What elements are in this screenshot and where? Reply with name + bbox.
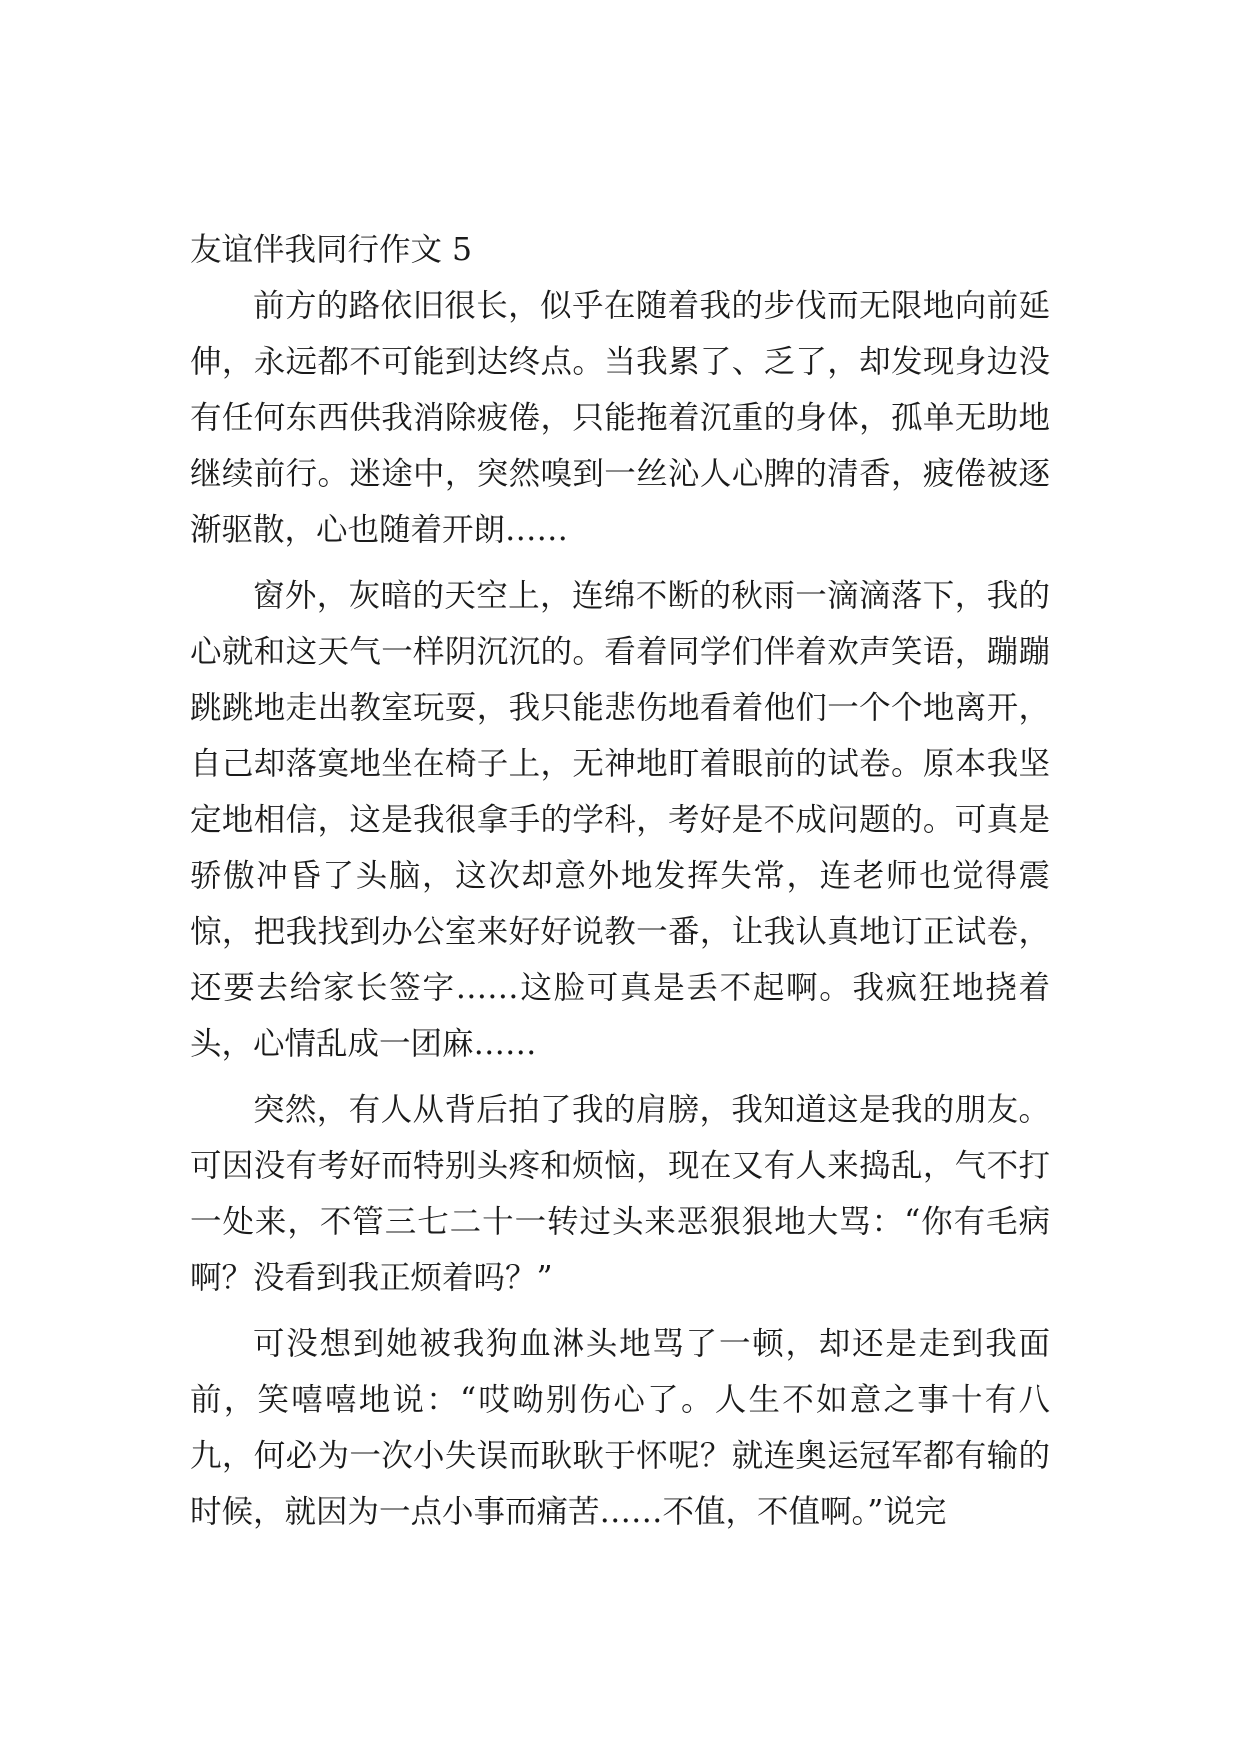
- paragraph-3: 突然，有人从背后拍了我的肩膀，我知道这是我的朋友。可因没有考好而特别头疼和烦恼，现在又有人来捣乱，气不打一处来，不管三七二十一转过头来恶狠狠地大骂：“你有毛病啊？没看到我正烦着吗？”: [190, 1092, 1050, 1296]
- paragraph-4: 可没想到她被我狗血淋头地骂了一顿，却还是走到我面前，笑嘻嘻地说：“哎呦别伤心了。人生不如意之事十有八九，何必为一次小失误而耿耿于怀呢？就连奥运冠军都有输的时候，就因为一点小事而痛苦……不值，不值啊。”说完: [190, 1326, 1050, 1530]
- paragraph-2: 窗外，灰暗的天空上，连绵不断的秋雨一滴滴落下，我的心就和这天气一样阴沉沉的。看着同学们伴着欢声笑语，蹦蹦跳跳地走出教室玩耍，我只能悲伤地看着他们一个个地离开，自己却落寞地坐在椅子上，无神地盯着眼前的试卷。原本我坚定地相信，这是我很拿手的学科，考好是不成问题的。可真是骄傲冲昏了头脑，这次却意外地发挥失常，连老师也觉得震惊，把我找到办公室来好好说教一番，让我认真地订正试卷，还要去给家长签字……这脸可真是丢不起啊。我疯狂地挠着头，心情乱成一团麻……: [190, 578, 1050, 1062]
- document-body: [190, 222, 1050, 1540]
- document-title: 友谊伴我同行作文 5: [190, 232, 473, 268]
- paragraph-1: 前方的路依旧很长，似乎在随着我的步伐而无限地向前延伸，永远都不可能到达终点。当我累了、乏了，却发现身边没有任何东西供我消除疲倦，只能拖着沉重的身体，孤单无助地继续前行。迷途中，突然嗅到一丝沁人心脾的清香，疲倦被逐渐驱散，心也随着开朗……: [190, 288, 1050, 548]
